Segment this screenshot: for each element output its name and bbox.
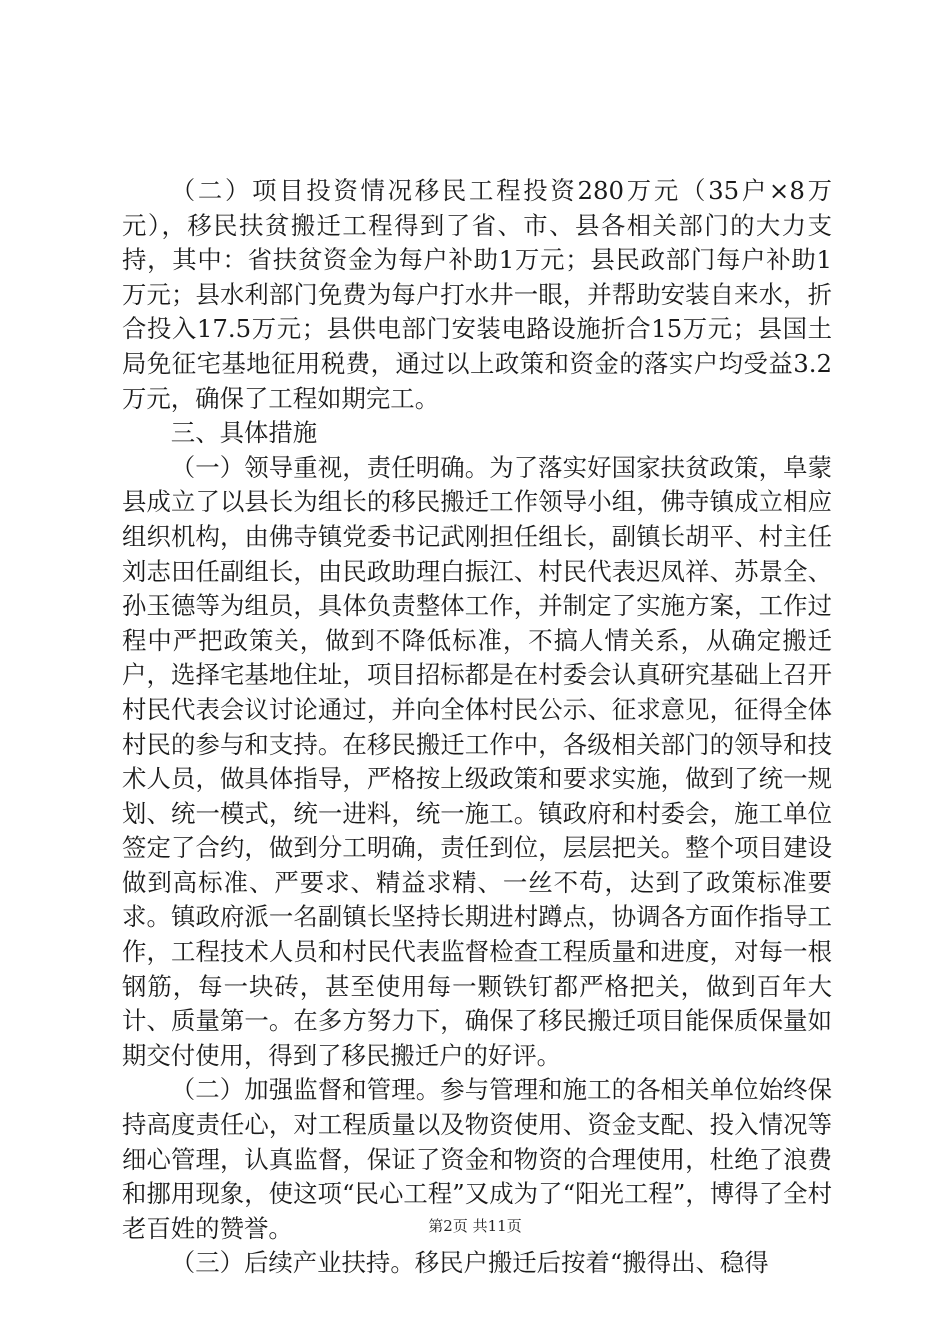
paragraph-follow-up-industry: （三）后续产业扶持。移民户搬迁后按着“搬得出、稳得	[170, 1248, 769, 1278]
paragraph-investment: （二）项目投资情况移民工程投资280万元（35户×8万元），移民扶贫搬迁工程得到了省、市、县各相关部门的大力支持，其中：省扶贫资金为每户补助1万元；县民政部门每户补助1万元；县水利部门免费为每户打水井一眼，并帮助安装自来水，折合投入17.5万元；县供电部门安装电路设施折合15万元；县国土局免征宅基地征用税费，通过以上政策和资金的落实户均受益3.2万元，确保了工程如期完工。	[122, 176, 832, 413]
paragraph-leadership: （一）领导重视，责任明确。为了落实好国家扶贫政策，阜蒙县成立了以县长为组长的移民搬迁工作领导小组，佛寺镇成立相应组织机构，由佛寺镇党委书记武刚担任组长，副镇长胡平、村主任刘志田任副组长，由民政助理白振江、村民代表迟凤祥、苏景全、孙玉德等为组员，具体负责整体工作，并制定了实施方案，工作过程中严把政策关，做到不降低标准，不搞人情关系，从确定搬迁户，选择宅基地住址，项目招标都是在村委会认真研究基础上召开村民代表会议讨论通过，并向全体村民公示、征求意见，征得全体村民的参与和支持。在移民搬迁工作中，各级相关部门的领导和技术人员，做具体指导，严格按上级政策和要求实施，做到了统一规划、统一模式，统一进料，统一施工。镇政府和村委会，施工单位签定了合约，做到分工明确，责任到位，层层把关。整个项目建设做到高标准、严要求、精益求精、一丝不苟，达到了政策标准要求。镇政府派一名副镇长坚持长期进村蹲点，协调各方面作指导工作，工程技术人员和村民代表监督检查工程质量和进度，对每一根钢筋，每一块砖，甚至使用每一颗铁钉都严格把关，做到百年大计、质量第一。在多方努力下，确保了移民搬迁项目能保质保量如期交付使用，得到了移民搬迁户的好评。	[122, 452, 832, 1070]
page-number-footer: 第2页 共11页	[428, 1217, 522, 1235]
paragraph-supervision: （二）加强监督和管理。参与管理和施工的各相关单位始终保持高度责任心，对工程质量以及物资使用、资金支配、投入情况等细心管理，认真监督，保证了资金和物资的合理使用，杜绝了浪费和挪用现象，使这项“民心工程”又成为了“阳光工程”，博得了全村老百姓的赞誉。	[122, 1075, 832, 1243]
section-heading-measures: 三、具体措施	[170, 418, 318, 448]
document-body	[122, 174, 832, 1281]
